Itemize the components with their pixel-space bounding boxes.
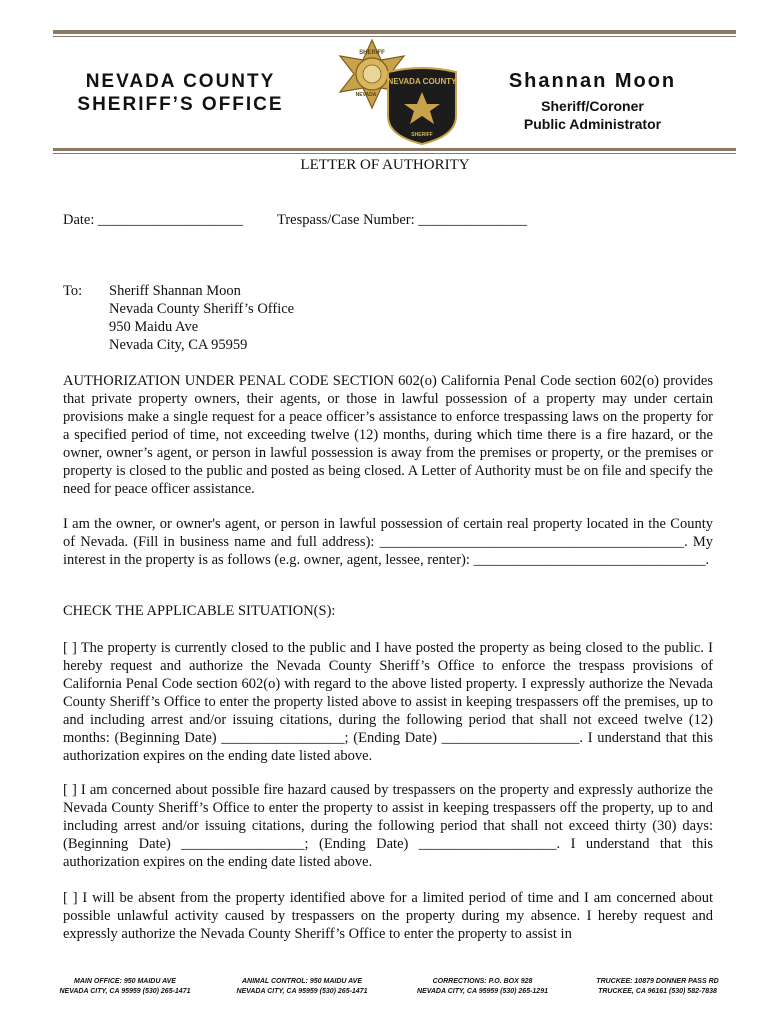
badge-star-text: SHERIFF <box>359 50 385 56</box>
document-title: LETTER OF AUTHORITY <box>300 157 470 173</box>
footer-animal-control-line1: ANIMAL CONTROL: 950 MAIDU AVE <box>241 978 363 985</box>
header-top-rule <box>53 30 736 34</box>
check-heading: CHECK THE APPLICABLE SITUATION(S): <box>63 603 336 619</box>
footer-corrections <box>400 977 565 997</box>
sheriff-title-line1: Sheriff/Coroner <box>541 98 644 114</box>
option-closed-to-public: [ ] The property is currently closed to the public and I have posted the property as being closed to the public. I hereby request and authorize the Nevada County Sheriff’s Office to enforce the trespass provisions of California Penal Code section 602(o) with regard to the above listed property. I expressly authorize the Nevada County Sheriff’s Office to enter the property listed above to assist in keeping trespassers off the premises, up to and including arrest and/or issuing citations, during the following period that shall not exceed twelve (12) months: (Beginning Date) _________________; (Ending Date) ___________________. I understand that this authorization expires on the ending date listed above. <box>63 640 713 764</box>
owner-statement: I am the owner, or owner's agent, or person in lawful possession of certain real property located in the County of Nevada. (Fill in business name and full address): __________________________________________. My interest in the property is as follows (e.g. owner, agent, lessee, renter): ________________________________. <box>63 516 713 568</box>
option-fire-hazard: [ ] I am concerned about possible fire hazard caused by trespassers on the property and expressly authorize the Nevada County Sheriff’s Office to enter the property to assist in keeping trespassers off the property, up to and including arrest and/or issuing citations, during the following period that shall not exceed thirty (30) days: (Beginning Date) _________________; (Ending Date) ___________________. I understand that this authorization expires on the ending date listed above. <box>63 782 713 870</box>
office-name <box>58 70 303 116</box>
case-number-field: Trespass/Case Number: _______________ <box>277 212 527 228</box>
footer-main-office-line1: MAIN OFFICE: 950 MAIDU AVE <box>74 978 176 985</box>
to-label: To: <box>63 283 83 299</box>
badge-patch-text: NEVADA COUNTY <box>387 77 457 86</box>
option-absent: [ ] I will be absent from the property identified above for a limited period of time and I am concerned about possible unlawful activity caused by trespassers on the property during my absence. I hereby request and expressly authorize the Nevada County Sheriff’s Office to enter the property to assist in <box>63 890 713 942</box>
address-line-3: 950 Maidu Ave <box>109 319 199 335</box>
footer-animal-control-line2: NEVADA CITY, CA 95959 (530) 265-1471 <box>236 988 368 995</box>
sheriff-name: Shannan Moon <box>508 70 677 92</box>
footer-corrections-line1: CORRECTIONS: P.O. BOX 928 <box>432 978 533 985</box>
footer-animal-control <box>222 977 382 997</box>
footer-truckee-line1: TRUCKEE: 10879 DONNER PASS RD <box>596 978 719 985</box>
footer-main-office-line2: NEVADA CITY, CA 95959 (530) 265-1471 <box>59 988 191 995</box>
sheriff-info <box>480 70 705 133</box>
footer-truckee-line2: TRUCKEE, CA 96161 (530) 582-7838 <box>598 988 717 995</box>
date-field: Date: ____________________ <box>63 212 244 228</box>
address-line-1: Sheriff Shannan Moon <box>109 283 241 299</box>
county-patch-icon <box>388 68 458 144</box>
footer-truckee <box>575 977 740 997</box>
address-line-4: Nevada City, CA 95959 <box>109 337 248 353</box>
sheriff-title-line2: Public Administrator <box>523 116 662 132</box>
badge-star-arc: NEVADA <box>355 92 377 98</box>
header-bottom-rule <box>53 148 736 151</box>
header-bottom-rule-thin <box>53 153 736 154</box>
footer-main-office <box>45 977 205 997</box>
header-top-rule-thin <box>53 36 736 37</box>
sheriff-badge-logo <box>330 38 465 146</box>
footer-corrections-line2: NEVADA CITY, CA 95959 (530) 265-1291 <box>417 988 548 995</box>
office-name-line2: SHERIFF’S OFFICE <box>77 94 284 115</box>
office-name-line1: NEVADA COUNTY <box>85 71 276 92</box>
authorization-paragraph: AUTHORIZATION UNDER PENAL CODE SECTION 602(o) California Penal Code section 602(o) provides that private property owners, their agents, or those in lawful possession of a property may under certain provisions make a single request for a peace officer’s assistance to enforce trespassing laws on the property for a specified period of time, not exceeding twelve (12) months, during which time there is a fire hazard, or the owner, owner’s agent, or person in lawful possession is away from the premises or property, or the premises or property is closed to the public and posted as being closed. A Letter of Authority must be on file and specify the need for peace officer assistance. <box>63 373 713 497</box>
badge-patch-bottom: SHERIFF <box>411 132 433 138</box>
address-line-2: Nevada County Sheriff’s Office <box>109 301 295 317</box>
